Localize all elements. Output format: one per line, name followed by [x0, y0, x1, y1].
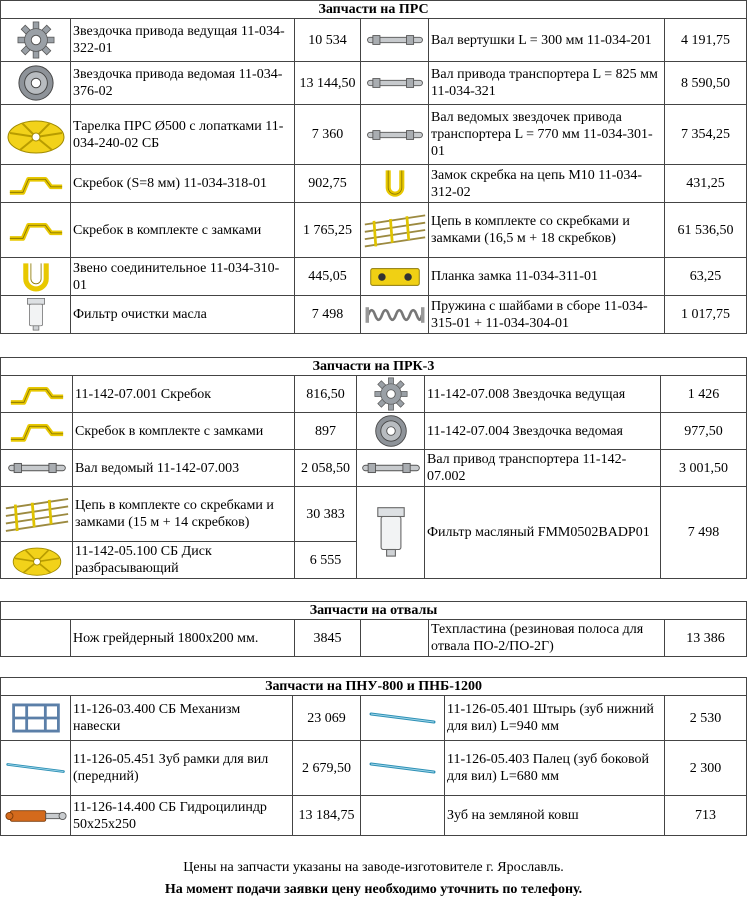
- part-name: 11-142-05.100 СБ Диск разбрасывающий: [73, 542, 295, 579]
- part-price: 61 536,50: [665, 203, 747, 258]
- part-price: 63,25: [665, 258, 747, 296]
- part-price: 977,50: [661, 413, 747, 450]
- table-row: [1, 258, 747, 296]
- part-name: Вал вертушки L = 300 мм 11-034-201: [429, 19, 665, 62]
- part-price: 7 360: [295, 105, 361, 165]
- part-price: 10 534: [295, 19, 361, 62]
- table-row: [1, 376, 747, 413]
- part-price: 2 679,50: [293, 741, 361, 796]
- pnu-parts-table: [0, 677, 747, 836]
- part-price: 13 184,75: [293, 796, 361, 836]
- part-name: Цепь в комплекте со скребками и замками (16,5 м + 18 скребков): [429, 203, 665, 258]
- part-price: 30 383: [295, 487, 357, 542]
- shaft-icon: [1, 450, 73, 487]
- part-name: Звездочка привода ведомая 11-034-376-02: [71, 62, 295, 105]
- part-name: 11-142-07.004 Звездочка ведомая: [425, 413, 661, 450]
- pulley-icon: [357, 413, 425, 450]
- part-name: 11-142-07.001 Скребок: [73, 376, 295, 413]
- part-name: Скребок в комплекте с замками: [73, 413, 295, 450]
- part-name: 11-126-03.400 СБ Механизм навески: [71, 696, 293, 741]
- tine-icon: [361, 741, 445, 796]
- table-row: [1, 741, 747, 796]
- part-name: Скребок в комплекте с замками: [71, 203, 295, 258]
- price-warning-note: На момент подачи заявки цену необходимо уточнить по телефону.: [164, 882, 583, 897]
- sprocket-icon: [1, 19, 71, 62]
- oil-filter-icon: [1, 296, 71, 334]
- hydraulic-cylinder-icon: [1, 796, 71, 836]
- part-price: 1 765,25: [295, 203, 361, 258]
- pnu-section-title: Запчасти на ПНУ-800 и ПНБ-1200: [1, 678, 747, 696]
- part-price: 902,75: [295, 165, 361, 203]
- part-name: Скребок (S=8 мм) 11-034-318-01: [71, 165, 295, 203]
- table-row: [1, 165, 747, 203]
- disc-plate-icon: [1, 105, 71, 165]
- pulley-icon: [1, 62, 71, 105]
- part-price: 445,05: [295, 258, 361, 296]
- otval-section-title: Запчасти на отвалы: [1, 602, 747, 620]
- prs-section-title: Запчасти на ПРС: [1, 1, 747, 19]
- scraper-icon: [1, 413, 73, 450]
- part-name: Вал привод транспортера 11-142-07.002: [425, 450, 661, 487]
- part-name: Фильтр масляный FMM0502BADP01: [425, 487, 661, 579]
- otval-parts-table: [0, 601, 747, 657]
- part-price: 7 498: [661, 487, 747, 579]
- part-name: Вал привода транспортера L = 825 мм 11-034-321: [429, 62, 665, 105]
- part-name: Тарелка ПРС Ø500 с лопатками 11-034-240-02 СБ: [71, 105, 295, 165]
- part-price: 3 001,50: [661, 450, 747, 487]
- part-name: Звездочка привода ведущая 11-034-322-01: [71, 19, 295, 62]
- table-row: [1, 413, 747, 450]
- part-name: 11-126-14.400 СБ Гидроцилиндр 50х25х250: [71, 796, 293, 836]
- chain-icon: [361, 203, 429, 258]
- prk-section-title: Запчасти на ПРК-3: [1, 358, 747, 376]
- part-price: 13 144,50: [295, 62, 361, 105]
- part-name: Планка замка 11-034-311-01: [429, 258, 665, 296]
- part-price: 713: [665, 796, 747, 836]
- tine-icon: [361, 696, 445, 741]
- part-price: 897: [295, 413, 357, 450]
- part-price: 4 191,75: [665, 19, 747, 62]
- table-row: [1, 19, 747, 62]
- table-row: [1, 450, 747, 487]
- part-price: 13 386: [665, 620, 747, 657]
- part-name: Цепь в комплекте со скребками и замками (15 м + 14 скребков): [73, 487, 295, 542]
- part-price: 2 058,50: [295, 450, 357, 487]
- disc-plate-icon: [1, 542, 73, 579]
- part-price: 431,25: [665, 165, 747, 203]
- lock-plate-icon: [361, 258, 429, 296]
- part-name: Техпластина (резиновая полоса для отвала ПО-2/ПО-2Г): [429, 620, 665, 657]
- table-row: [1, 203, 747, 258]
- part-price: 2 300: [665, 741, 747, 796]
- part-name: Нож грейдерный 1800х200 мм.: [71, 620, 295, 657]
- part-name: Звено соединительное 11-034-310-01: [71, 258, 295, 296]
- part-name: Вал ведомых звездочек привода транспортера L = 770 мм 11-034-301-01: [429, 105, 665, 165]
- part-price: 7 498: [295, 296, 361, 334]
- part-name: Замок скребка на цепь М10 11-034-312-02: [429, 165, 665, 203]
- shaft-icon: [361, 62, 429, 105]
- table-row: [1, 620, 747, 657]
- part-name: 11-126-05.401 Штырь (зуб нижний для вил) L=940 мм: [445, 696, 665, 741]
- table-row: [1, 105, 747, 165]
- part-name: Пружина с шайбами в сборе 11-034-315-01 + 11-034-304-01: [429, 296, 665, 334]
- part-name: 11-126-05.451 Зуб рамки для вил (передний): [71, 741, 293, 796]
- part-name: Фильтр очистки масла: [71, 296, 295, 334]
- part-price: 23 069: [293, 696, 361, 741]
- table-row: [1, 487, 747, 542]
- prs-parts-table: [0, 0, 747, 334]
- scraper-icon: [1, 203, 71, 258]
- table-row: [1, 296, 747, 334]
- part-name: Вал ведомый 11-142-07.003: [73, 450, 295, 487]
- u-lock-icon: [361, 165, 429, 203]
- hitch-frame-icon: [1, 696, 71, 741]
- part-name: Зуб на земляной ковш: [445, 796, 665, 836]
- part-price: 3845: [295, 620, 361, 657]
- table-row: [1, 696, 747, 741]
- part-price: 1 426: [661, 376, 747, 413]
- tine-icon: [1, 741, 71, 796]
- part-price: 816,50: [295, 376, 357, 413]
- part-price: 1 017,75: [665, 296, 747, 334]
- part-price: 2 530: [665, 696, 747, 741]
- price-location-note: Цены на запчасти указаны на заводе-изготовителе г. Ярославль.: [183, 860, 564, 875]
- part-price: 8 590,50: [665, 62, 747, 105]
- part-price: 7 354,25: [665, 105, 747, 165]
- chain-icon: [1, 487, 73, 542]
- u-link-icon: [1, 258, 71, 296]
- table-row: [1, 62, 747, 105]
- scraper-icon: [1, 376, 73, 413]
- spring-icon: [361, 296, 429, 334]
- part-name: 11-142-07.008 Звездочка ведущая: [425, 376, 661, 413]
- shaft-icon: [361, 105, 429, 165]
- part-name: 11-126-05.403 Палец (зуб боковой для вил) L=680 мм: [445, 741, 665, 796]
- shaft-icon: [361, 19, 429, 62]
- prk-parts-table: [0, 357, 747, 579]
- sprocket-icon: [357, 376, 425, 413]
- table-row: [1, 796, 747, 836]
- scraper-icon: [1, 165, 71, 203]
- shaft-icon: [357, 450, 425, 487]
- oil-filter-icon: [357, 487, 425, 579]
- part-price: 6 555: [295, 542, 357, 579]
